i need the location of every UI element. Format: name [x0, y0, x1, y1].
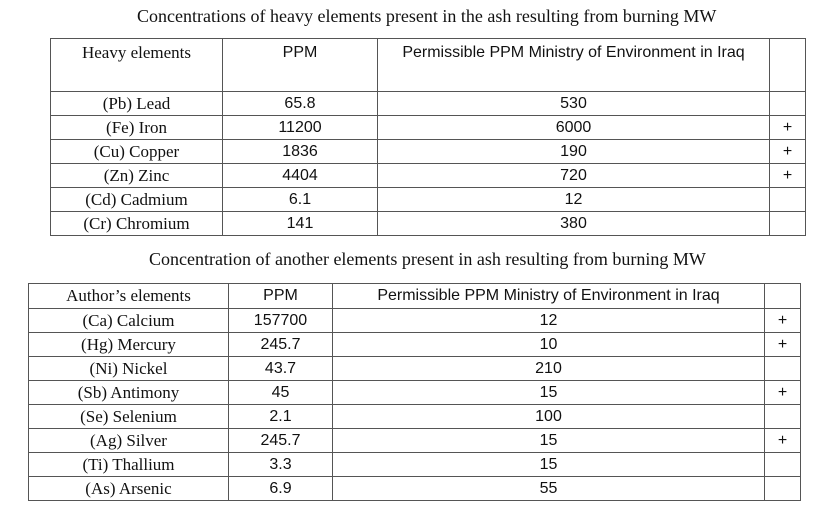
permissible-cell: 720 [378, 164, 770, 188]
table-row [51, 164, 806, 188]
exceed-flag-cell: + [770, 116, 806, 140]
header-permissible: Permissible PPM Ministry of Environment in Iraq [378, 39, 770, 92]
permissible-cell: 12 [378, 188, 770, 212]
ppm-cell: 1836 [223, 140, 378, 164]
table-row [51, 92, 806, 116]
permissible-cell: 210 [333, 357, 765, 381]
table-row [51, 188, 806, 212]
exceed-flag-cell [765, 357, 801, 381]
element-cell: (Cr) Chromium [51, 212, 223, 236]
exceed-flag-cell [765, 453, 801, 477]
ppm-cell: 6.1 [223, 188, 378, 212]
heavy-elements-table [50, 38, 806, 236]
ppm-cell: 11200 [223, 116, 378, 140]
permissible-cell: 100 [333, 405, 765, 429]
element-cell: (Ni) Nickel [29, 357, 229, 381]
exceed-flag-cell: + [770, 164, 806, 188]
element-cell: (Fe) Iron [51, 116, 223, 140]
exceed-flag-cell: + [765, 381, 801, 405]
table-row [29, 429, 801, 453]
table-row [51, 140, 806, 164]
table1-title: Concentrations of heavy elements present in the ash resulting from burning MW [137, 6, 717, 26]
header-ppm: PPM [223, 39, 378, 92]
table-row [51, 212, 806, 236]
header-permissible: Permissible PPM Ministry of Environment in Iraq [333, 284, 765, 309]
table-row [29, 477, 801, 501]
table2-title: Concentration of another elements present in ash resulting from burning MW [149, 249, 706, 269]
permissible-cell: 15 [333, 429, 765, 453]
element-cell: (Ag) Silver [29, 429, 229, 453]
header-flag [765, 284, 801, 309]
ppm-cell: 4404 [223, 164, 378, 188]
permissible-cell: 15 [333, 453, 765, 477]
element-cell: (Zn) Zinc [51, 164, 223, 188]
ppm-cell: 43.7 [229, 357, 333, 381]
exceed-flag-cell: + [770, 140, 806, 164]
table-row [29, 357, 801, 381]
exceed-flag-cell: + [765, 309, 801, 333]
table-header-row [51, 39, 806, 92]
table-row [29, 405, 801, 429]
element-cell: (Se) Selenium [29, 405, 229, 429]
exceed-flag-cell [765, 405, 801, 429]
table-row [29, 309, 801, 333]
element-cell: (As) Arsenic [29, 477, 229, 501]
table-header-row [29, 284, 801, 309]
ppm-cell: 65.8 [223, 92, 378, 116]
element-cell: (Sb) Antimony [29, 381, 229, 405]
ppm-cell: 45 [229, 381, 333, 405]
exceed-flag-cell: + [765, 429, 801, 453]
ppm-cell: 6.9 [229, 477, 333, 501]
header-element: Heavy elements [51, 39, 223, 92]
permissible-cell: 12 [333, 309, 765, 333]
exceed-flag-cell [770, 188, 806, 212]
element-cell: (Hg) Mercury [29, 333, 229, 357]
permissible-cell: 190 [378, 140, 770, 164]
permissible-cell: 530 [378, 92, 770, 116]
table-row [51, 116, 806, 140]
element-cell: (Cu) Copper [51, 140, 223, 164]
element-cell: (Cd) Cadmium [51, 188, 223, 212]
header-flag [770, 39, 806, 92]
ppm-cell: 245.7 [229, 333, 333, 357]
ppm-cell: 2.1 [229, 405, 333, 429]
ppm-cell: 245.7 [229, 429, 333, 453]
permissible-cell: 10 [333, 333, 765, 357]
permissible-cell: 6000 [378, 116, 770, 140]
table-row [29, 333, 801, 357]
table-row [29, 381, 801, 405]
ppm-cell: 141 [223, 212, 378, 236]
element-cell: (Ti) Thallium [29, 453, 229, 477]
exceed-flag-cell [770, 92, 806, 116]
element-cell: (Ca) Calcium [29, 309, 229, 333]
element-cell: (Pb) Lead [51, 92, 223, 116]
permissible-cell: 55 [333, 477, 765, 501]
exceed-flag-cell [765, 477, 801, 501]
exceed-flag-cell: + [765, 333, 801, 357]
permissible-cell: 15 [333, 381, 765, 405]
other-elements-table [28, 283, 801, 501]
header-ppm: PPM [229, 284, 333, 309]
ppm-cell: 157700 [229, 309, 333, 333]
table-row [29, 453, 801, 477]
permissible-cell: 380 [378, 212, 770, 236]
ppm-cell: 3.3 [229, 453, 333, 477]
exceed-flag-cell [770, 212, 806, 236]
header-element: Author’s elements [29, 284, 229, 309]
